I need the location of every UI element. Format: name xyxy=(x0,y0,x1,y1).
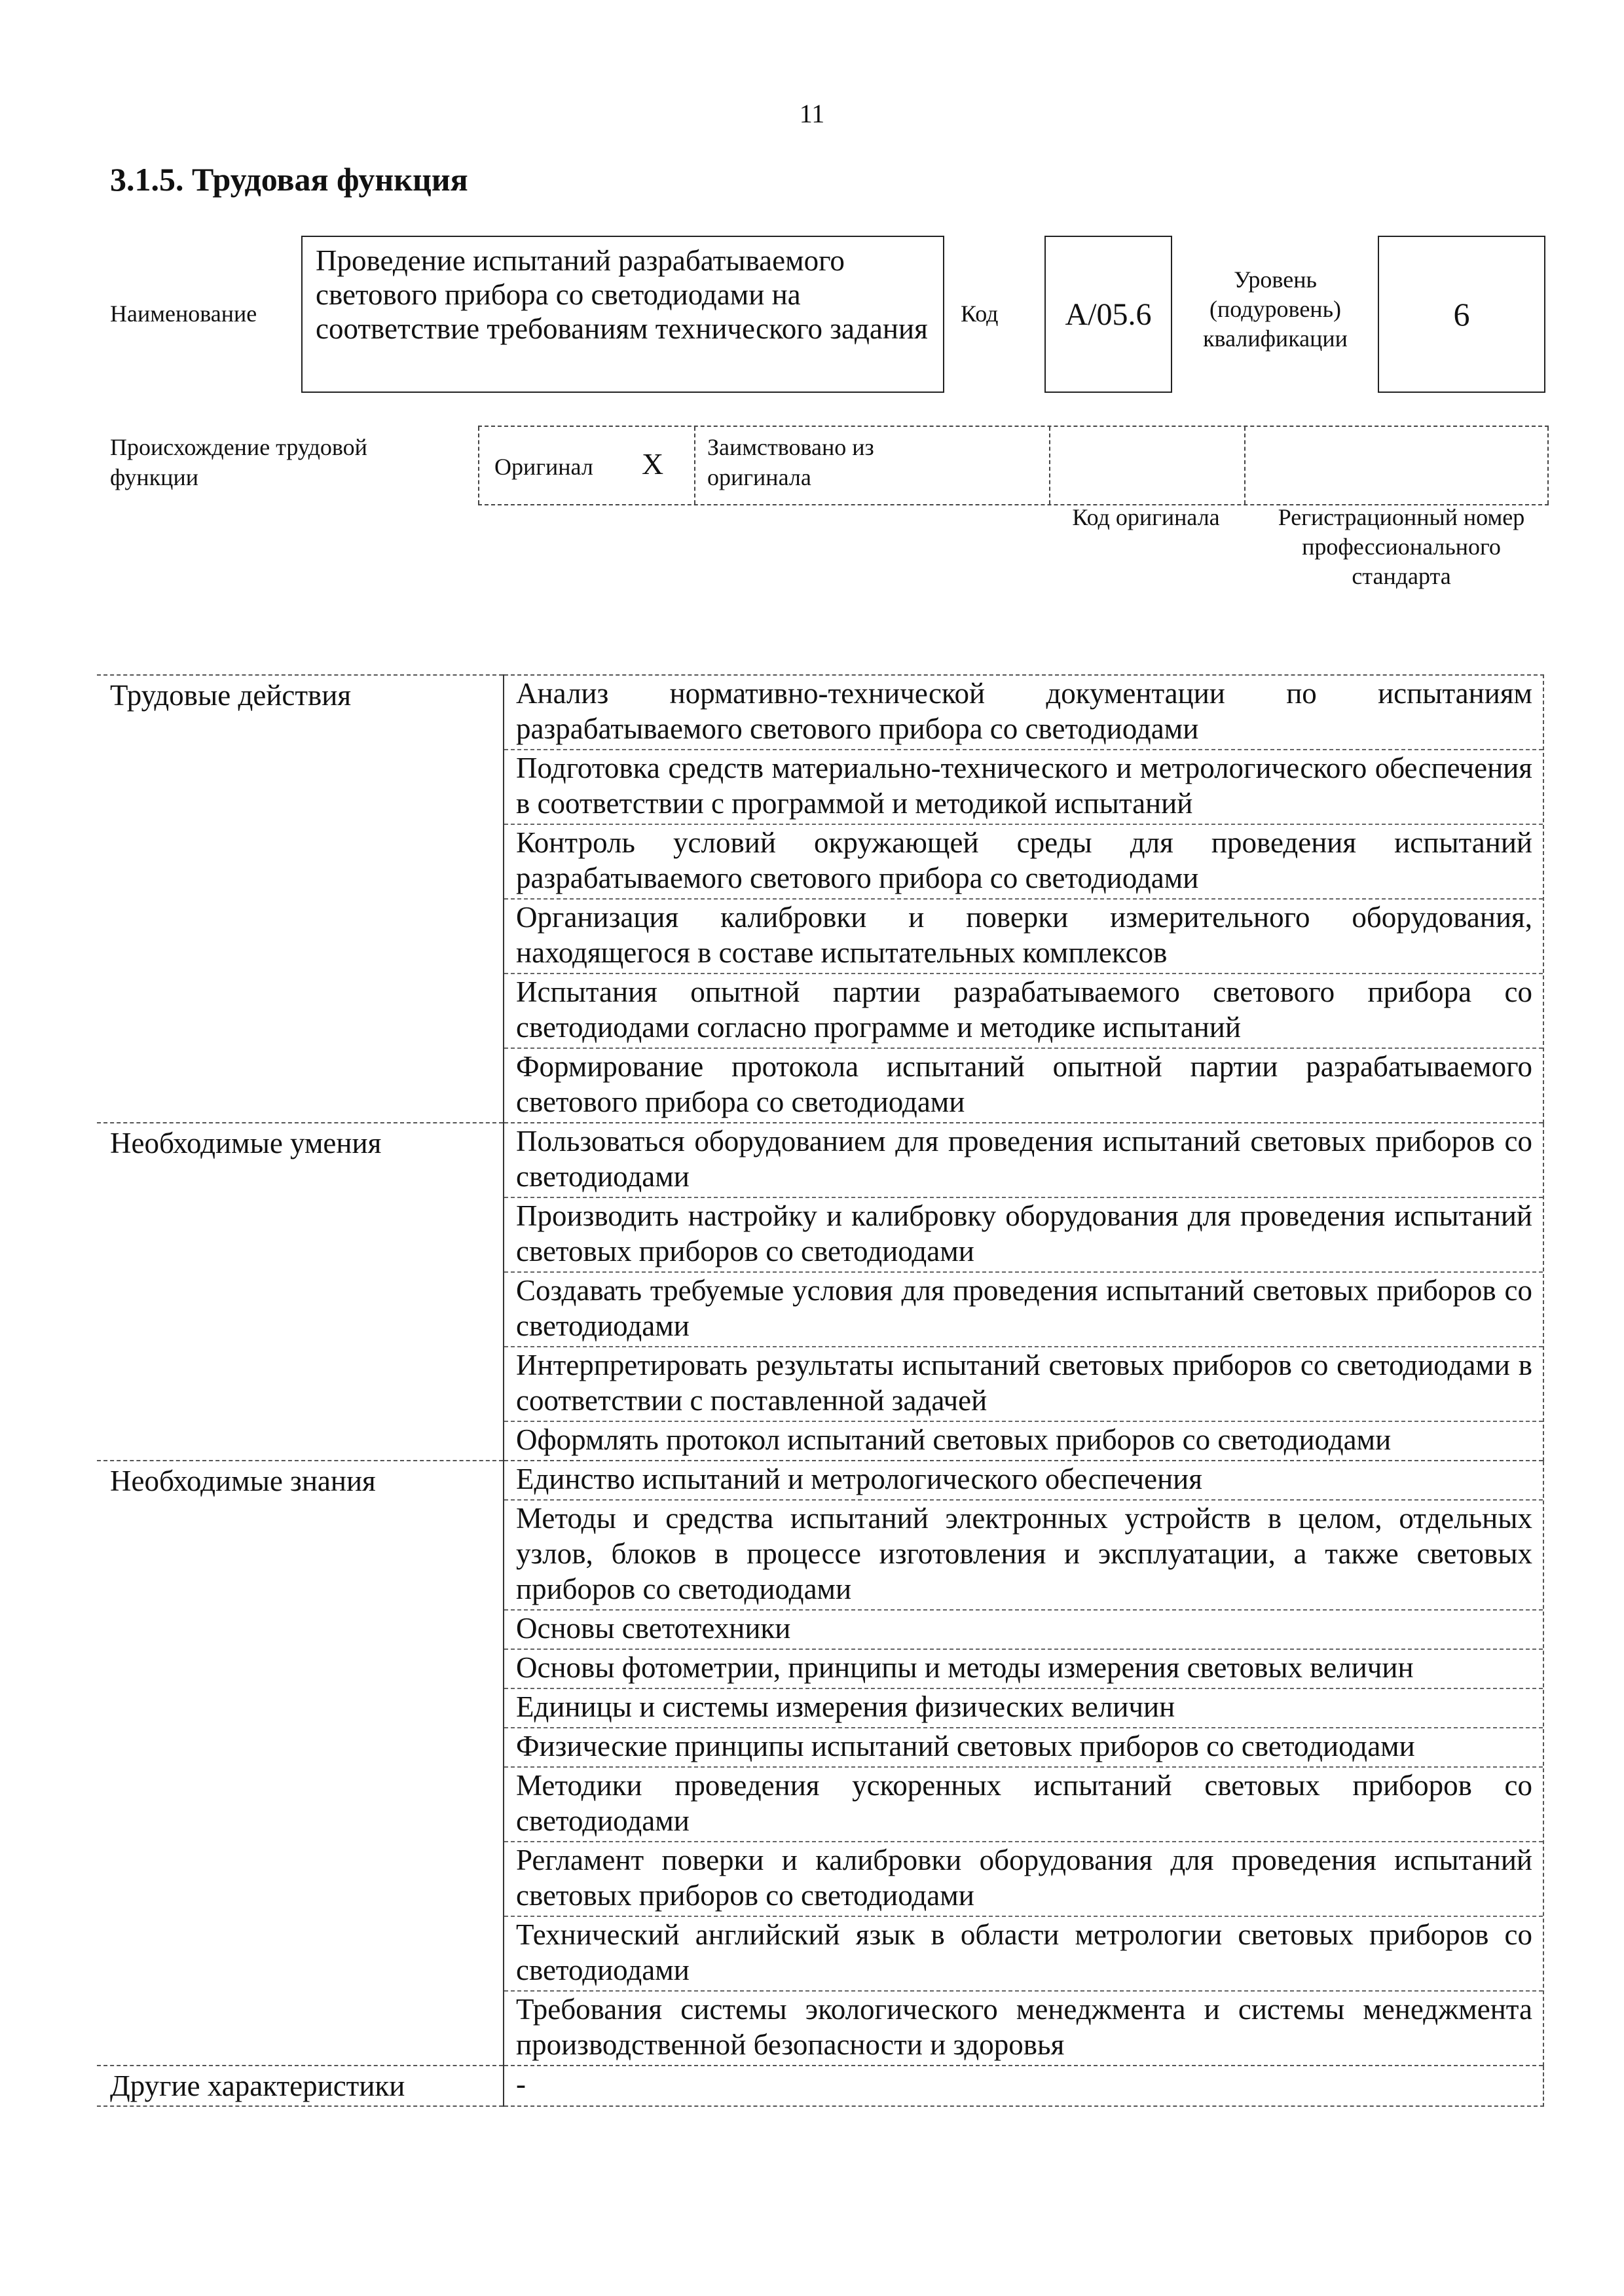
list-item: Единство испытаний и метрологического обеспечения xyxy=(504,1461,1543,1501)
section-items-other xyxy=(504,2066,1543,2106)
section-row-skills xyxy=(97,1123,1543,1461)
list-item: Анализ нормативно-технической документации по испытаниям разрабатываемого светового прибора со светодиодами xyxy=(504,676,1543,750)
reg-number-caption: Регистрационный номер профессионального стандарта xyxy=(1278,504,1525,589)
origin-row xyxy=(478,426,1549,505)
code-original-caption: Код оригинала xyxy=(1072,504,1220,530)
list-item: Подготовка средств материально-технического и метрологического обеспечения в соответствии с программой и методикой испытаний xyxy=(504,750,1543,825)
section-items-skills xyxy=(504,1123,1543,1461)
origin-divider-3 xyxy=(1049,427,1050,504)
code-box: A/05.6 xyxy=(1044,236,1172,393)
list-item: Единицы и системы измерения физических величин xyxy=(504,1689,1543,1728)
section-row-other xyxy=(97,2066,1543,2106)
list-item: Формирование протокола испытаний опытной партии разрабатываемого светового прибора со светодиодами xyxy=(516,1050,1532,1118)
list-item: Испытания опытной партии разрабатываемого светового прибора со светодиодами согласно программе и методике испытаний xyxy=(504,974,1543,1049)
list-item: Основы светотехники xyxy=(504,1611,1543,1650)
section-title-skills: Необходимые умения xyxy=(97,1123,504,1461)
list-item: Производить настройку и калибровку оборудования для проведения испытаний световых приборов со светодиодами xyxy=(504,1198,1543,1273)
section-title-actions: Трудовые действия xyxy=(97,675,504,1123)
list-item: Основы фотометрии, принципы и методы измерения световых величин xyxy=(504,1650,1543,1689)
section-row-actions xyxy=(97,675,1543,1123)
origin-divider-4 xyxy=(1244,427,1246,504)
list-item: Физические принципы испытаний световых приборов со светодиодами xyxy=(504,1728,1543,1768)
section-items-actions xyxy=(504,675,1543,1123)
origin-original-label: Оригинал xyxy=(494,454,593,480)
origin-borrowed-label: Заимствовано из оригинала xyxy=(707,434,874,490)
origin-divider-5 xyxy=(1547,427,1549,504)
list-item: - xyxy=(516,2068,526,2100)
main-table xyxy=(97,674,1544,2107)
origin-divider-1 xyxy=(478,427,479,504)
list-item: Контроль условий окружающей среды для проведения испытаний разрабатываемого светового прибора со светодиодами xyxy=(504,825,1543,900)
section-row-knowledge xyxy=(97,1461,1543,2066)
list-item: Оформлять протокол испытаний световых приборов со светодиодами xyxy=(516,1423,1392,1456)
origin-original-mark: X xyxy=(642,447,664,481)
list-item: Создавать требуемые условия для проведения испытаний световых приборов со светодиодами xyxy=(504,1273,1543,1347)
list-item: Технический английский язык в области метрологии световых приборов со светодиодами xyxy=(504,1917,1543,1992)
list-item: Пользоваться оборудованием для проведения испытаний световых приборов со светодиодами xyxy=(504,1123,1543,1198)
origin-label: Происхождение трудовой функции xyxy=(110,434,367,490)
list-item: Требования системы экологического менеджмента и системы менеджмента производственной безопасности и здоровья xyxy=(516,1993,1532,2061)
origin-divider-2 xyxy=(694,427,695,504)
list-item: Регламент поверки и калибровки оборудования для проведения испытаний световых приборов со светодиодами xyxy=(504,1842,1543,1917)
list-item: Интерпретировать результаты испытаний световых приборов со светодиодами в соответствии с поставленной задачей xyxy=(504,1347,1543,1422)
list-item: Организация калибровки и поверки измерительного оборудования, находящегося в составе испытательных комплексов xyxy=(504,900,1543,974)
section-title-knowledge: Необходимые знания xyxy=(97,1461,504,2066)
section-title: 3.1.5. Трудовая функция xyxy=(110,161,468,198)
page-number: 11 xyxy=(799,99,825,128)
name-label: Наименование xyxy=(110,301,257,327)
code-label: Код xyxy=(961,301,999,327)
level-label: Уровень (подуровень) квалификации xyxy=(1203,266,1348,352)
list-item: Методы и средства испытаний электронных устройств в целом, отдельных узлов, блоков в процессе изготовления и эксплуатации, а также световых приборов со светодиодами xyxy=(504,1501,1543,1611)
name-box: Проведение испытаний разрабатываемого светового прибора со светодиодами на соответствие требованиям технического задания xyxy=(301,236,944,393)
list-item: Методики проведения ускоренных испытаний световых приборов со светодиодами xyxy=(504,1768,1543,1842)
section-items-knowledge xyxy=(504,1461,1543,2066)
section-title-other: Другие характеристики xyxy=(97,2066,504,2106)
level-box: 6 xyxy=(1378,236,1545,393)
